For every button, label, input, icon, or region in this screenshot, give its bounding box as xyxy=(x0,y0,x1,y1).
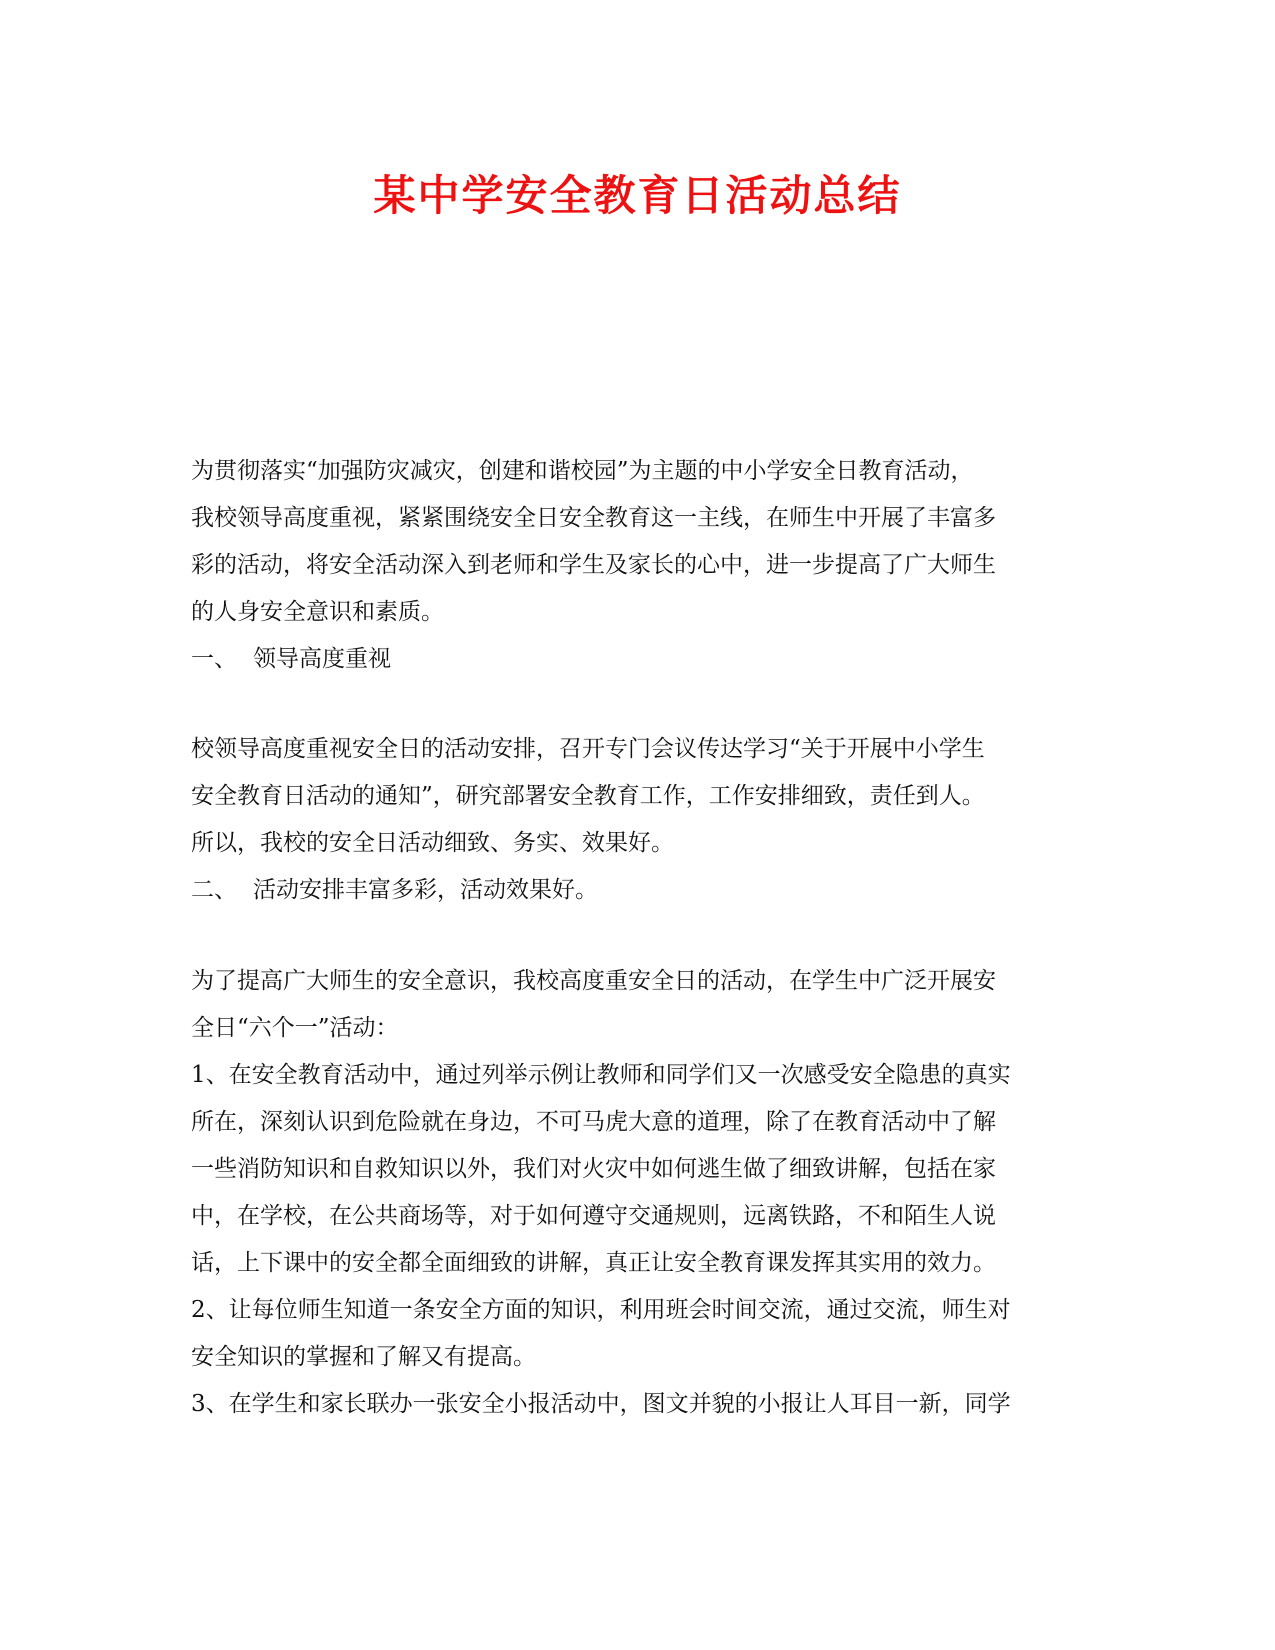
section2-paragraph xyxy=(191,958,1091,1428)
text-line: 全日“六个一”活动： xyxy=(191,1015,399,1041)
text-line: 安全知识的掌握和了解又有提高。 xyxy=(191,1344,536,1370)
text-line: 所以，我校的安全日活动细致、务实、效果好。 xyxy=(191,830,674,856)
section-number: 二、 xyxy=(191,877,237,903)
section-heading-text: 领导高度重视 xyxy=(253,646,391,672)
text-line: 中，在学校，在公共商场等，对于如何遵守交通规则，远离铁路，不和陌生人说 xyxy=(191,1203,996,1229)
section-number: 一、 xyxy=(191,646,237,672)
intro-paragraph xyxy=(191,448,1091,683)
text-line: 我校领导高度重视，紧紧围绕安全日安全教育这一主线，在师生中开展了丰富多 xyxy=(191,505,996,531)
text-line: 校领导高度重视安全日的活动安排，召开专门会议传达学习“关于开展中小学生 xyxy=(191,736,985,762)
text-line: 一些消防知识和自救知识以外，我们对火灾中如何逃生做了细致讲解，包括在家 xyxy=(191,1156,996,1182)
text-line: 为贯彻落实“加强防灾减灾，创建和谐校园”为主题的中小学安全日教育活动， xyxy=(191,458,974,484)
section-heading-1 xyxy=(191,636,1091,683)
text-line: 3、在学生和家长联办一张安全小报活动中，图文并貌的小报让人耳目一新，同学 xyxy=(191,1391,1011,1417)
section1-paragraph xyxy=(191,726,1091,914)
text-line: 为了提高广大师生的安全意识，我校高度重安全日的活动，在学生中广泛开展安 xyxy=(191,968,996,994)
text-line: 的人身安全意识和素质。 xyxy=(191,599,444,625)
text-line: 话，上下课中的安全都全面细致的讲解，真正让安全教育课发挥其实用的效力。 xyxy=(191,1250,996,1276)
text-line: 安全教育日活动的通知”，研究部署安全教育工作，工作安排细致，责任到人。 xyxy=(191,783,985,809)
text-line: 彩的活动，将安全活动深入到老师和学生及家长的心中，进一步提高了广大师生 xyxy=(191,552,996,578)
text-line: 所在，深刻认识到危险就在身边，不可马虎大意的道理，除了在教育活动中了解 xyxy=(191,1109,996,1135)
page-title: 某中学安全教育日活动总结 xyxy=(373,171,902,220)
text-line: 2、让每位师生知道一条安全方面的知识，利用班会时间交流，通过交流，师生对 xyxy=(191,1297,1011,1323)
section-heading-text: 活动安排丰富多彩，活动效果好。 xyxy=(253,877,598,903)
section-heading-2 xyxy=(191,867,1091,914)
text-line: 1、在安全教育活动中，通过列举示例让教师和同学们又一次感受安全隐患的真实 xyxy=(191,1062,1011,1088)
